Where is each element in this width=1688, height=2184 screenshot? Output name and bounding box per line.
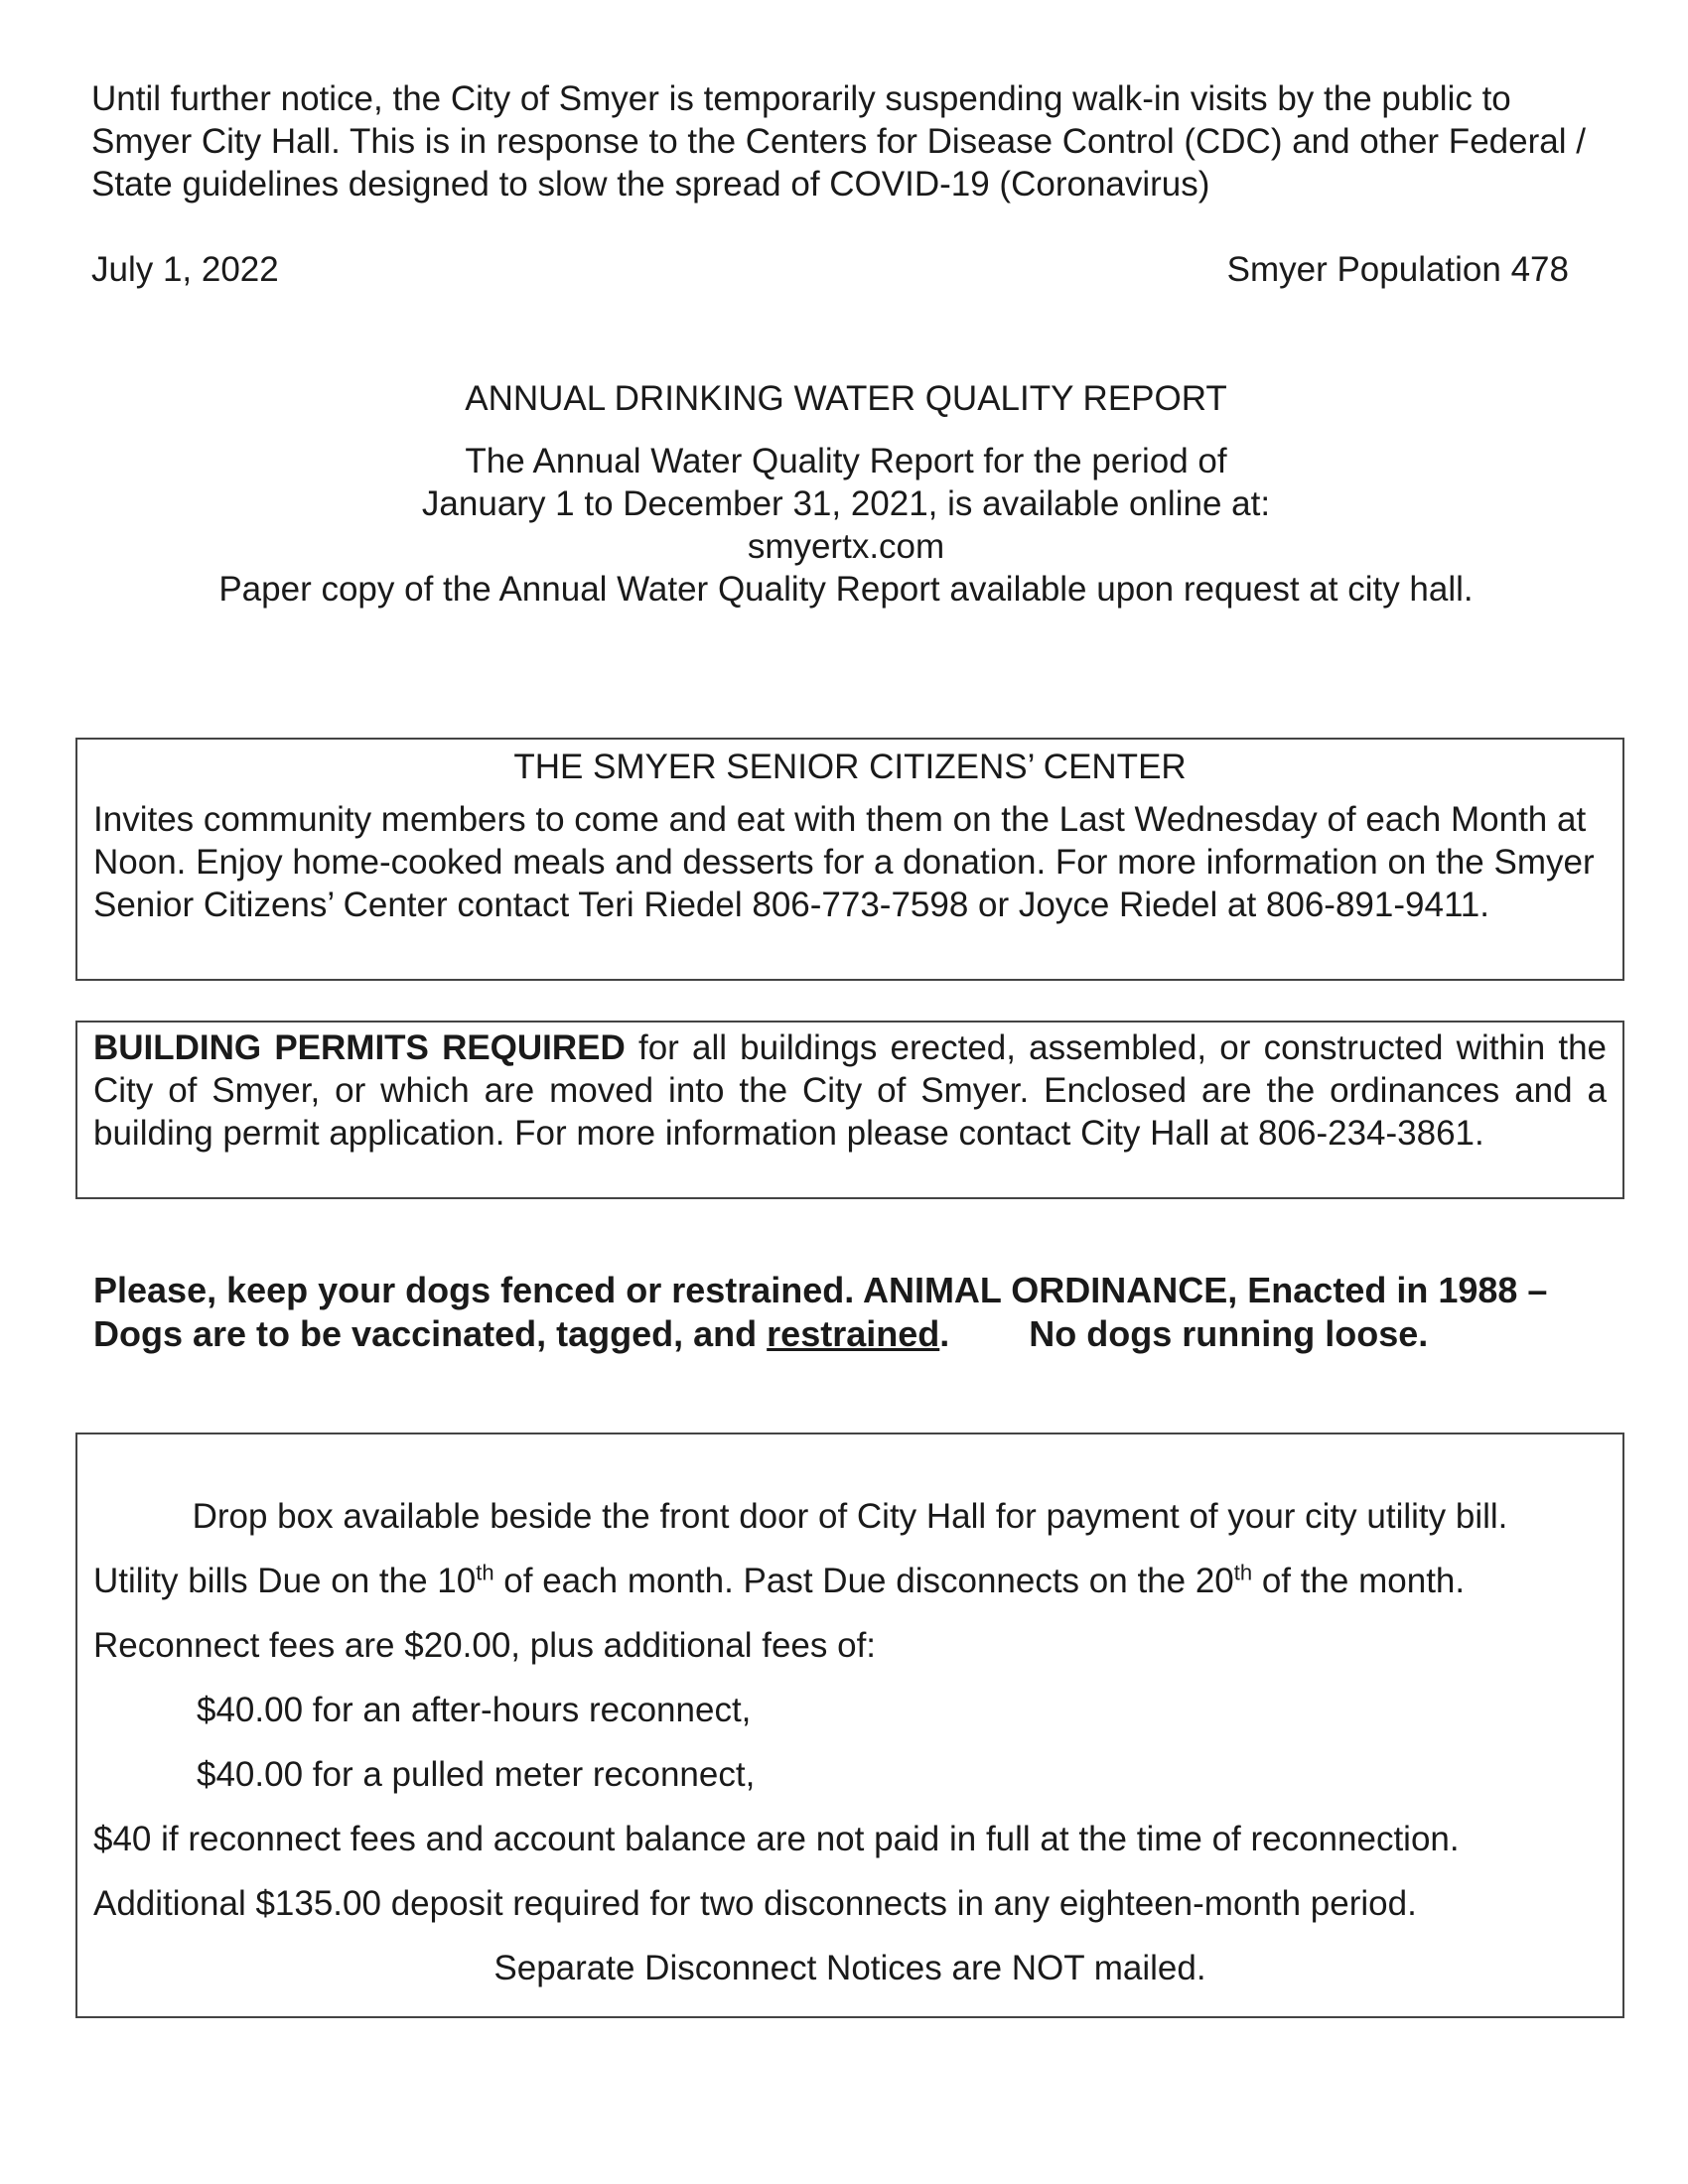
building-permits-heading: BUILDING PERMITS REQUIRED <box>93 1028 626 1067</box>
utility-due-text: of each month. Past Due disconnects on the 20 <box>493 1562 1234 1600</box>
building-permits-body: for all buildings erected, assembled, or constructed within the City of Smyer, or which are moved into the City of Smyer. Enclosed are the ordinances and a building permit application. For more information please contact City Hall at 806-234-3861. <box>93 1028 1607 1153</box>
utility-notices: Separate Disconnect Notices are NOT mailed. <box>493 1949 1206 1987</box>
water-report-line: The Annual Water Quality Report for the period of <box>465 442 1227 480</box>
dateline <box>91 248 1569 291</box>
animal-ordinance-notice <box>93 1269 1613 1356</box>
water-report-line: January 1 to December 31, 2021, is available online at: <box>421 484 1271 523</box>
water-report-title: ANNUAL DRINKING WATER QUALITY REPORT <box>465 379 1227 418</box>
senior-center-title: THE SMYER SENIOR CITIZENS’ CENTER <box>513 748 1187 786</box>
utility-reconnect: Reconnect fees are $20.00, plus additional fees of: <box>93 1626 877 1665</box>
utility-due-sup: th <box>476 1560 494 1585</box>
dogs-loose: No dogs running loose. <box>1029 1313 1429 1354</box>
building-permits-text <box>93 1026 1607 1155</box>
issue-date: July 1, 2022 <box>91 250 279 289</box>
covid-notice: Until further notice, the City of Smyer is temporarily suspending walk-in visits by the public to Smyer City Hall. This is in response to the Centers for Disease Control (CDC) and other Federal / State guidelines designed to slow the spread of COVID-19 (Coronavirus) <box>91 79 1586 204</box>
dogs-period: . <box>939 1313 950 1354</box>
dogs-text: Please, keep your dogs fenced or restrained. ANIMAL ORDINANCE, Enacted in 1988 – Dogs are to be vaccinated, tagged, and <box>93 1270 1548 1354</box>
water-report-website: smyertx.com <box>747 527 945 566</box>
utility-fee: $40.00 for an after-hours reconnect, <box>197 1691 752 1729</box>
utility-due <box>93 1549 1607 1613</box>
senior-center-body: Invites community members to come and eat with them on the Last Wednesday of each Month at Noon. Enjoy home-cooked meals and desserts for a donation. For more information on the Smyer Senior Citizens’ Center contact Teri Riedel 806-773-7598 or Joyce Riedel at 806-891-9411. <box>93 800 1595 924</box>
utility-fee: $40 if reconnect fees and account balance are not paid in full at the time of reconnection. <box>93 1820 1460 1858</box>
utility-due-text: of the month. <box>1252 1562 1466 1600</box>
water-quality-section <box>91 377 1601 611</box>
utility-billing-box <box>75 1433 1624 2018</box>
utility-due-text: Utility bills Due on the 10 <box>93 1562 477 1600</box>
utility-due-sup: th <box>1233 1560 1253 1585</box>
senior-center-box <box>75 738 1624 981</box>
utility-dropbox: Drop box available beside the front door of City Hall for payment of your city utility bill. <box>192 1497 1508 1536</box>
utility-deposit: Additional $135.00 deposit required for two disconnects in any eighteen-month period. <box>93 1884 1417 1923</box>
population: Smyer Population 478 <box>1226 250 1569 289</box>
dogs-underlined: restrained <box>767 1313 940 1354</box>
utility-fee: $40.00 for a pulled meter reconnect, <box>197 1755 756 1794</box>
water-report-line: Paper copy of the Annual Water Quality Report available upon request at city hall. <box>218 570 1474 609</box>
building-permits-box <box>75 1021 1624 1199</box>
